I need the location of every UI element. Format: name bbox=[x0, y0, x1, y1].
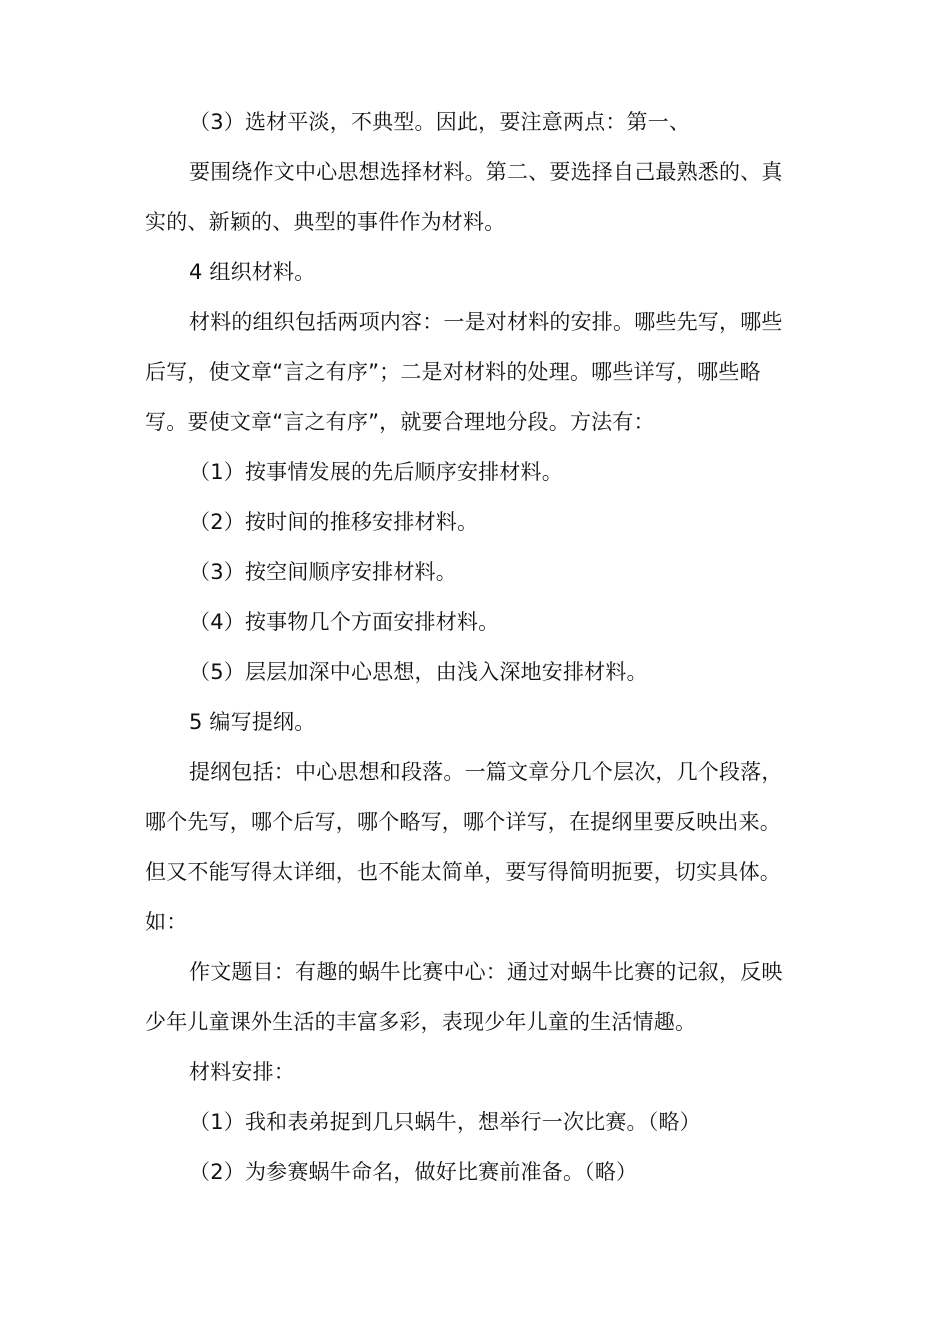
document-body bbox=[145, 97, 825, 1197]
text-line: 少年儿童课外生活的丰富多彩，表现少年儿童的生活情趣。 bbox=[145, 1010, 697, 1034]
text-line: 材料的组织包括两项内容：一是对材料的安排。哪些先写，哪些 bbox=[189, 310, 783, 334]
text-line: 后写，使文章“言之有序”；二是对材料的处理。哪些详写，哪些略 bbox=[145, 360, 761, 384]
list-item: （5）层层加深中心思想，由浅入深地安排材料。 bbox=[189, 660, 648, 684]
section-heading: 5 编写提纲。 bbox=[189, 710, 316, 734]
text-line: 但又不能写得太详细，也不能太简单，要写得简明扼要，切实具体。 bbox=[145, 860, 781, 884]
list-item: （1）按事情发展的先后顺序安排材料。 bbox=[189, 460, 563, 484]
text-line: 材料安排： bbox=[189, 1060, 295, 1084]
list-item: （1）我和表弟捉到几只蜗牛，想举行一次比赛。（略） bbox=[189, 1110, 701, 1134]
text-line: 写。要使文章“言之有序”，就要合理地分段。方法有： bbox=[145, 410, 655, 434]
text-line: 实的、新颖的、典型的事件作为材料。 bbox=[145, 210, 506, 234]
text-line: （3）选材平淡，不典型。因此，要注意两点：第一、 bbox=[189, 110, 691, 134]
text-line: 要围绕作文中心思想选择材料。第二、要选择自己最熟悉的、真 bbox=[189, 160, 783, 184]
list-item: （2）按时间的推移安排材料。 bbox=[189, 510, 479, 534]
text-line: 提纲包括：中心思想和段落。一篇文章分几个层次，几个段落， bbox=[189, 760, 783, 784]
list-item: （3）按空间顺序安排材料。 bbox=[189, 560, 457, 584]
text-line: 哪个先写，哪个后写，哪个略写，哪个详写，在提纲里要反映出来。 bbox=[145, 810, 781, 834]
text-line: 如： bbox=[145, 910, 188, 934]
list-item: （4）按事物几个方面安排材料。 bbox=[189, 610, 500, 634]
text-line: 作文题目：有趣的蜗牛比赛中心：通过对蜗牛比赛的记叙，反映 bbox=[189, 960, 783, 984]
section-heading: 4 组织材料。 bbox=[189, 260, 316, 284]
list-item: （2）为参赛蜗牛命名，做好比赛前准备。（略） bbox=[189, 1160, 638, 1184]
